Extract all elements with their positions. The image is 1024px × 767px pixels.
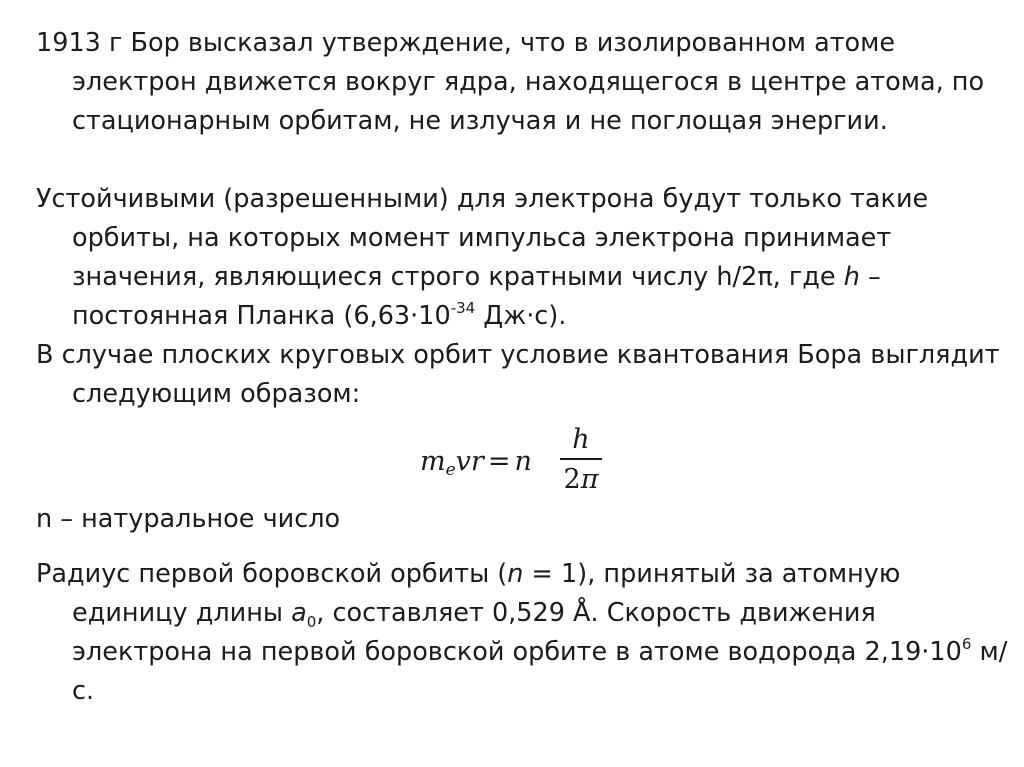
paragraph-text: Устойчивыми (разрешенными) для электрона будут только такие орбиты, на которых момент импульса электрона принимает значения, являющиеся строго кратными числу h/2π, где xyxy=(36,184,929,292)
formula-den-pi: π xyxy=(580,464,599,495)
formula-fraction xyxy=(560,424,602,496)
formula-denominator xyxy=(560,464,602,496)
formula-lhs xyxy=(420,446,532,480)
n-symbol: n xyxy=(507,559,524,589)
paragraph-text: n – натуральное число xyxy=(36,504,341,534)
paragraph-text: Дж·с). xyxy=(475,301,567,331)
paragraph-text: В случае плоских круговых орбит условие квантования Бора выглядит следующим образом: xyxy=(36,340,1000,409)
bohr-quantization-formula xyxy=(420,424,620,504)
paragraph-text: – постоянная Планка (6,63·10 xyxy=(72,262,881,331)
a-subscript: 0 xyxy=(306,613,317,631)
exponent: -34 xyxy=(450,299,476,317)
formula-mass-symbol: m xyxy=(420,446,446,477)
formula-den-two: 2 xyxy=(563,464,581,495)
formula-electron-subscript: e xyxy=(445,460,456,480)
paragraph-first-orbit-radius xyxy=(36,555,1012,711)
paragraph-bohr-statement xyxy=(36,24,1012,141)
paragraph-natural-number xyxy=(36,500,1012,539)
formula-numerator: h xyxy=(572,424,590,455)
fraction-bar xyxy=(560,458,602,460)
paragraph-text: = 1), принятый за атомную единицу длины xyxy=(72,559,901,628)
paragraph-text: м/с. xyxy=(72,637,1008,706)
paragraph-text: , составляет 0,529 Å. Скорость движения электрона на первой боровской орбите в атоме водорода 2,19·10 xyxy=(72,598,962,667)
paragraph-text: Радиус первой боровской орбиты ( xyxy=(36,559,508,589)
formula-n: n xyxy=(514,446,532,477)
paragraph-stable-orbits xyxy=(36,180,1012,336)
paragraph-text: 1913 г Бор высказал утверждение, что в изолированном атоме электрон движется вокруг ядра, находящегося в центре атома, по стационарным орбитам, не излучая и не поглощая энергии. xyxy=(36,28,985,136)
a-symbol: a xyxy=(291,598,307,628)
formula-vr: vr xyxy=(455,446,484,477)
exponent: 6 xyxy=(961,635,972,653)
planck-symbol: h xyxy=(843,262,860,292)
formula-equals: = xyxy=(487,446,511,477)
paragraph-quantization-condition xyxy=(36,336,1012,414)
